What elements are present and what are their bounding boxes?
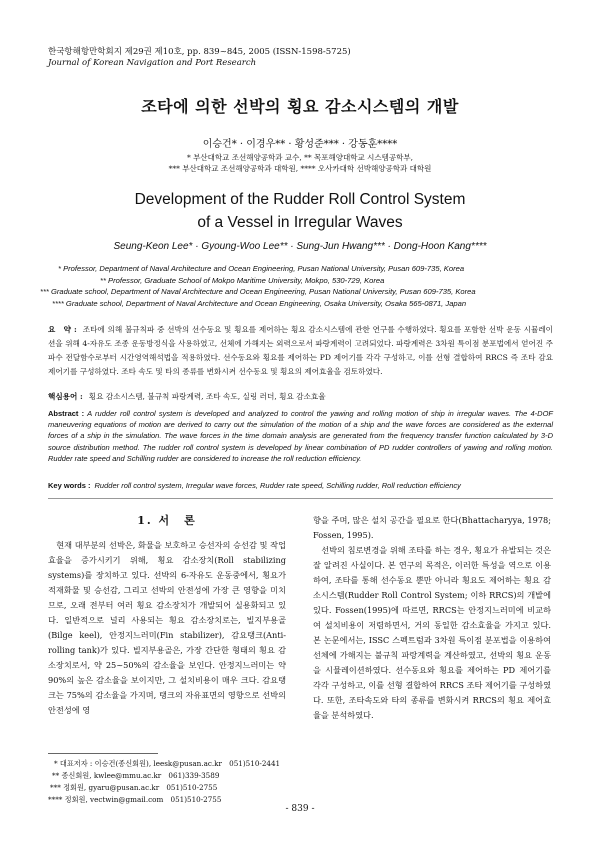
section-divider [48, 498, 553, 499]
footnote: * 대표저자 : 이승건(종신회원), leesk@pusan.ac.kr 051)510-2441 [54, 759, 281, 768]
authors-english: Seung-Keon Lee* · Gyoung-Woo Lee** · Sung-Jun Hwang*** · Dong-Hoon Kang**** [113, 241, 487, 252]
affiliation-en-line: * Professor, Department of Naval Architecture and Ocean Engineering, Pusan National University, Pusan 609-735, Korea [58, 264, 465, 273]
page-number: - 839 - [285, 804, 315, 814]
affiliation-kr-line: * 부산대학교 조선해양공학과 교수, ** 목포해양대학교 시스템공학부, [187, 153, 413, 162]
footnote: ** 종신회원, kwlee@mmu.ac.kr 061)339-3589 [52, 771, 220, 780]
keywords-korean-label: 핵심용어 : [48, 392, 83, 401]
affiliation-en-line: ** Professor, Graduate School of Mokpo Maritime University, Mokpo, 530-729, Korea [100, 275, 385, 285]
paragraph: 향을 주며, 많은 설치 공간을 필요로 한다(Bhattacharyya, 1978; Fossen, 1995). [313, 515, 551, 540]
affiliation-en-line: **** Graduate school, Department of Naval Architecture and Ocean Engineering, Osaka University, Osaka 565-0871, Japan [52, 298, 467, 308]
paragraph: 현재 대부분의 선박은, 화물을 보호하고 승선자의 승선감 및 작업효율을 증가시키기 위해, 횡요 감소장치(Roll stabilizing systems)를 장치하고 있다. 선박의 6-자유도 운동중에서, 횡요가 적재화물 및 승선감, 그리고 선박의 안전성에 가장 큰 영향을 미치므로, 오래 전부터 여러 횡요 감소장치가 개발되어 실용화되고 있다. 일반적으로 널리 사용되는 횡요 감소장치로는, 빌지부용골(Bilge keel), 안정지느러미(Fin stabilizer), 감요탱크(Anti-rolling tank)가 있다. 빌지부용골은, 가장 간단한 형태의 횡요 감소장치로서, 약 25~50%의 감소율을 보인다. 안정지느러미는 약 90%의 높은 감소율을 보이지만, 그 설치비용이 매우 크다. 감요탱크는 75%의 감소율을 가지며, 탱크의 자유표면의 영향으로 선박의 안전성에 영 [48, 540, 286, 715]
keywords-english-label: Key words : [48, 481, 91, 490]
footnote: *** 정회원, gyaru@pusan.ac.kr 051)510-2755 [50, 783, 218, 792]
footnotes [48, 758, 280, 806]
affiliation-en-line: *** Graduate school, Department of Naval Architecture and Ocean Engineering, Pusan National University, Pusan 609-735, Korea [40, 287, 476, 296]
affiliations-korean [0, 152, 600, 174]
affiliations-english [40, 263, 580, 309]
journal-header-line1: 한국항해항만학회지 제29권 제10호, pp. 839~845, 2005 (ISSN-1598-5725) [48, 47, 351, 57]
abstract-english [48, 408, 553, 464]
title-korean: 조타에 의한 선박의 횡요 감소시스템의 개발 [141, 97, 459, 116]
column-left [48, 513, 286, 718]
abstract-korean [48, 323, 553, 379]
abstract-english-label: Abstract : [48, 409, 85, 418]
footnote-divider [48, 753, 158, 754]
abstract-english-text: A rudder roll control system is developed and analyzed to control the yawing and rolling motion of ship in irregular waves. The 4-DOF maneuvering equations of motion are derived to carry out the simulation of the motion of a ship and the wave forces are considered as the external forces of a ship in the simulation. The wave forces in the time domain analysis are generated from the frequency transfer function calculated by 3-D source distribution method. The rudder roll control system is developed by linear combination of PD rudder controllers of yawing and rolling motion. Rudder rate speed and Schilling rudder are considered to increase the roll reduction efficiency. [48, 409, 553, 463]
keywords-english-text: Rudder roll control system, Irregular wave forces, Rudder rate speed, Schilling rudder, Roll reduction efficiency [94, 481, 461, 490]
title-english-line1: Development of the Rudder Roll Control System [134, 191, 466, 208]
journal-header-line2: Journal of Korean Navigation and Port Research [48, 58, 257, 68]
authors-korean: 이승건* · 이경우** · 황성준*** · 강동훈**** [202, 139, 398, 150]
footnote: **** 정회원, vectwin@gmail.com 051)510-2755 [48, 795, 222, 804]
section-title-introduction: 1. 서 론 [137, 514, 197, 527]
title-english-line2: of a Vessel in Irregular Waves [197, 214, 403, 231]
affiliation-kr-line: *** 부산대학교 조선해양공학과 대학원, **** 오사카대학 선박해양공학과 대학원 [168, 164, 432, 173]
keywords-korean [48, 391, 553, 402]
abstract-korean-label: 요 약 : [48, 325, 77, 334]
title-english [0, 188, 600, 234]
journal-header [48, 47, 351, 69]
column-right [313, 513, 551, 723]
keywords-english [48, 481, 553, 490]
paragraph: 선박의 침로변경을 위해 조타를 하는 경우, 횡요가 유발되는 것은 잘 알려진 사실이다. 본 연구의 목적은, 이러한 특성을 역으로 이용하여, 조타를 통해 선수동요 뿐만 아니라 횡요도 제어하는 횡요 감소시스템(Rudder Roll Control System; 이하 RRCS)의 개발에 있다. Fossen(1995)에 따르면, RRCS는 안정지느러미에 비교하여 설치비용이 저렴하면서, 거의 동일한 감소효율을 가지고 있다. 본 논문에서는, ISSC 스펙트럼과 3차원 특이점 분포법을 이용하여 선체에 가해지는 불규칙 파랑계력을 계산하였고, 선박의 횡요 운동을 시뮬레이션하였다. 선수동요와 횡요를 제어하는 PD 제어기를 각각 구성하고, 이를 선형 결합하여 RRCS 조타 제어기를 구성하였다. 또한, 조타속도와 타의 종류를 변화시켜 RRCS의 횡요 제어효율을 분석하였다. [313, 545, 551, 720]
keywords-korean-text: 횡요 감소시스템, 불규칙 파랑계력, 조타 속도, 실링 러더, 횡요 감소효율 [88, 392, 326, 401]
abstract-korean-text: 조타에 의해 불규칙파 중 선박의 선수동요 및 횡요를 제어하는 횡요 감소시스템에 관한 연구를 수행하였다. 횡요를 포함한 선박 운동 시뮬레이션을 위해 4-자유도 조종 운동방정식을 사용하였고, 선체에 가해지는 외력으로서 파랑계력이 고려되었다. 파랑계력은 3차원 특이점 분포법에서 얻어진 주파수 전달함수로부터 시간영역해석법을 적용하였다. 선수동요와 횡요를 제어하는 PD 제어기를 각각 구성하고, 이를 선형 결합하여 RRCS 즉 조타 감요 제어기를 구성하였다. 조타 속도 및 타의 종류를 변화시켜 선수동요 및 횡요의 제어효율을 검토하였다. [48, 325, 554, 376]
